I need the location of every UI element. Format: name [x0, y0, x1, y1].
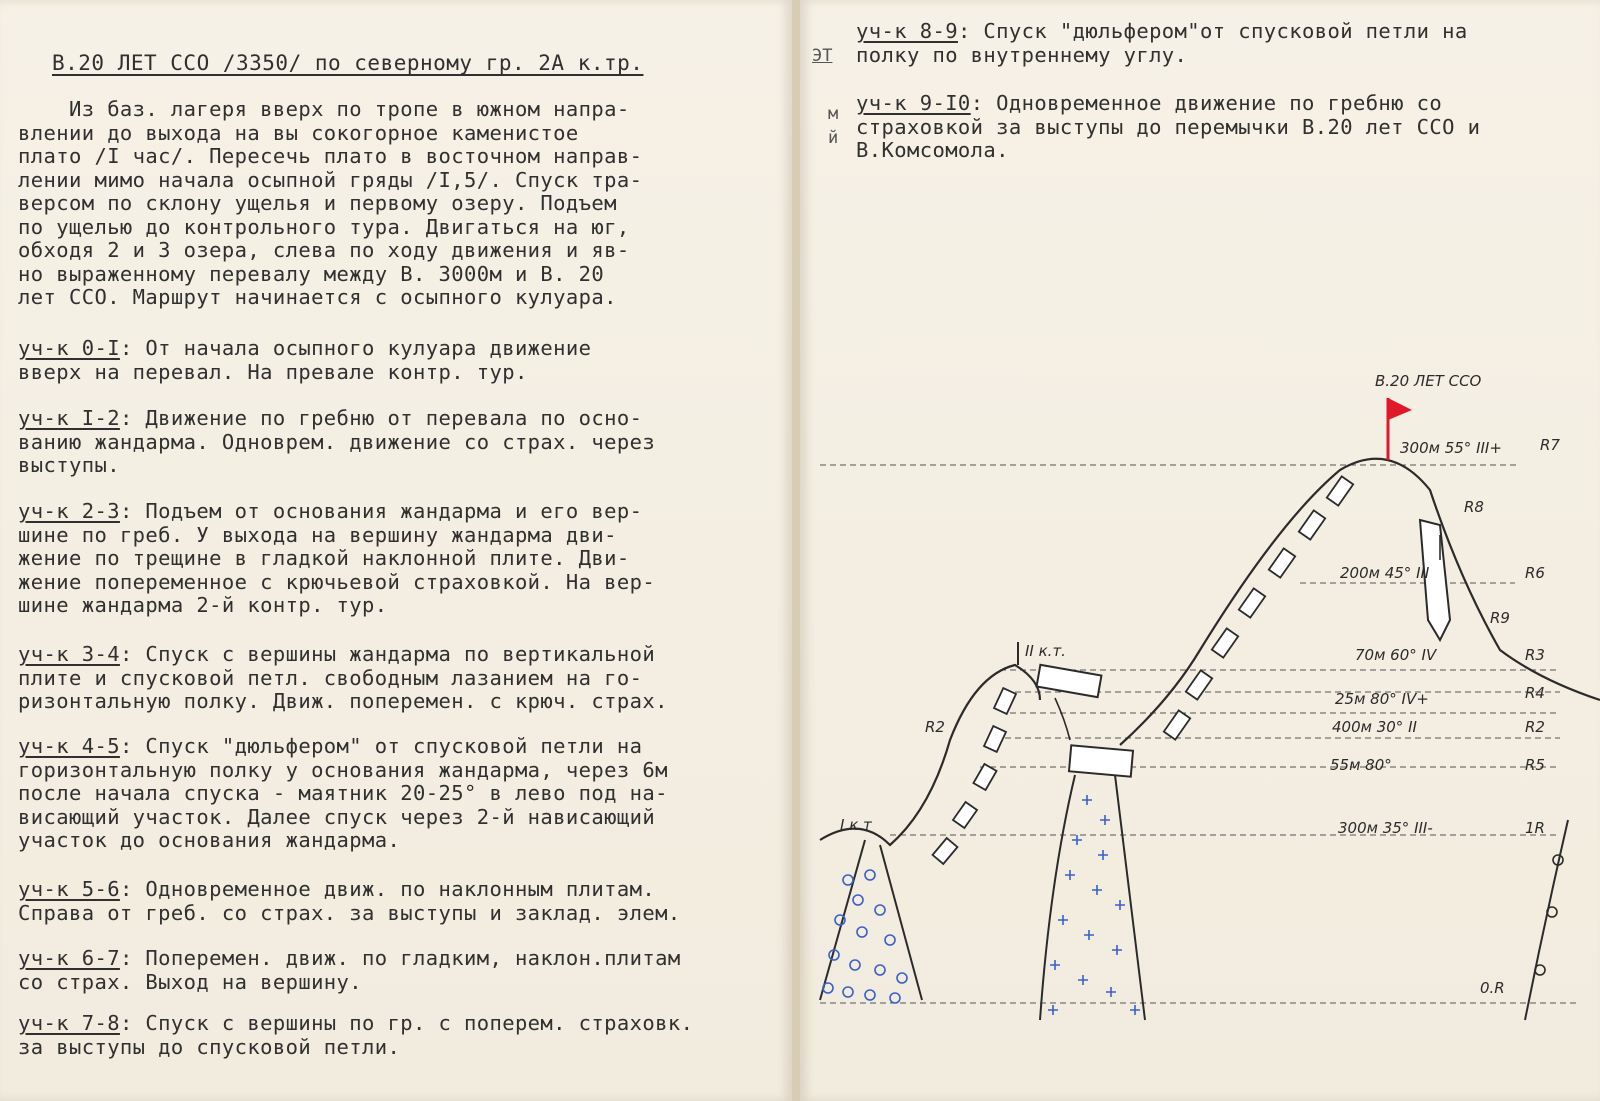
route-diagram: [800, 320, 1600, 1101]
route-step: [1299, 510, 1325, 539]
section-label: уч-к I-2: [18, 406, 120, 430]
snow-cross: [1082, 795, 1092, 805]
section-text: : Подъем от основания жандарма и его вер- шине по греб. У выхода на вершину жандарма дви- жение по трещине в гладкой наклонной плите. Дви- жение попеременное с крючьевой страховкой. На вер- шине жандарма 2-й контр. тур.: [18, 499, 656, 617]
section-7-8: [18, 1012, 788, 1059]
snow-cross: [1084, 930, 1094, 940]
r9-label: R9: [1490, 609, 1510, 627]
binding-gutter: [792, 0, 800, 1101]
scree-dots: [823, 870, 907, 1003]
scree-stone: [853, 895, 863, 905]
section-label: уч-к 2-3: [18, 499, 120, 523]
section-text: : Спуск с вершины жандарма по вертикальной плите и спусковой петл. свободным лазанием на го- ризонтальную полку. Движ. поперемен. с крюч. страх.: [18, 642, 668, 713]
route-step: [953, 802, 977, 828]
scree-stone: [823, 983, 833, 993]
section-text: : Спуск "дюльфером"от спусковой петли на полку по внутреннему углу.: [856, 19, 1468, 67]
route-step: [984, 726, 1006, 752]
section-3-4: [18, 643, 788, 714]
scree-stone: [897, 973, 907, 983]
rappel-line: [1055, 698, 1070, 740]
section-label: уч-к 6-7: [18, 946, 120, 970]
grade-code-1: R6: [1525, 564, 1545, 582]
snow-marks: [1048, 795, 1140, 1015]
tur2-label: II к.т.: [1025, 642, 1066, 660]
gendarme-blocks: [1037, 665, 1133, 777]
route-step: [994, 688, 1016, 714]
route-step: [973, 764, 996, 790]
grade-row-2: 70м 60° IV: [1355, 646, 1437, 664]
scree-stone: [875, 905, 885, 915]
section-label: уч-к 8-9: [856, 19, 958, 43]
snow-cross: [1098, 850, 1108, 860]
scree-stone: [857, 927, 867, 937]
snow-cross: [1065, 870, 1075, 880]
scree-stone: [875, 965, 885, 975]
section-label: уч-к 7-8: [18, 1011, 120, 1035]
route-title: В.20 ЛЕТ ССО /3350/ по северному гр. 2А к.тр.: [52, 51, 644, 75]
ridge-stone: [1535, 965, 1545, 975]
section-label: уч-к 5-6: [18, 877, 120, 901]
section-text: : Одновременное движение по гребню со страховкой за выступы до перемычки В.20 лет ССО и В.Комсомола.: [856, 91, 1481, 162]
ridge-stone: [1547, 907, 1557, 917]
tur1-label: I к.т: [840, 816, 872, 834]
ridge-stones: [1535, 855, 1563, 975]
grade-code-6: 1R: [1525, 819, 1545, 837]
margin-note: м: [828, 104, 839, 124]
snow-cross: [1130, 1005, 1140, 1015]
left-ridge-label: R2: [925, 718, 945, 736]
scree-stone: [843, 875, 853, 885]
route-step: [1212, 628, 1238, 657]
route-step: [1186, 670, 1212, 699]
r8-label: R8: [1464, 498, 1484, 516]
margin-note: й: [828, 128, 839, 148]
snow-cross: [1050, 960, 1060, 970]
section-text: : Поперемен. движ. по гладким, наклон.плитам со страх. Выход на вершину.: [18, 946, 681, 994]
grade-row-0: 300м 55° III+: [1400, 439, 1502, 457]
section-text: : Движение по гребню от перевала по осно- ванию жандарма. Одноврем. движение со страх. через выступы.: [18, 406, 656, 477]
couloir-edge: [1040, 775, 1075, 1020]
route-step: [1327, 476, 1353, 505]
section-1-2: [18, 407, 788, 478]
snow-cross: [1100, 815, 1110, 825]
snow-cross: [1092, 885, 1102, 895]
grade-code-7: 0.R: [1480, 979, 1505, 997]
snow-cross: [1112, 945, 1122, 955]
grade-code-4: R2: [1525, 718, 1545, 736]
scree-stone: [890, 993, 900, 1003]
route-step: [1239, 588, 1265, 617]
summit-flag: [1388, 398, 1412, 420]
snow-cross: [1058, 915, 1068, 925]
scree-stone: [885, 935, 895, 945]
route-step: [1269, 548, 1295, 577]
grade-code-2: R3: [1525, 646, 1545, 664]
section-8-9: [856, 20, 1576, 67]
grade-row-1: 200м 45° III: [1340, 564, 1430, 582]
snow-cross: [1115, 900, 1125, 910]
section-text: : От начала осыпного кулуара движение вверх на перевал. На превале контр. тур.: [18, 336, 592, 384]
snow-cross: [1078, 975, 1088, 985]
scree-stone: [850, 960, 860, 970]
peak-label: В.20 ЛЕТ ССО: [1375, 372, 1482, 390]
grade-row-4: 400м 30° II: [1332, 718, 1417, 736]
scree-stone: [865, 870, 875, 880]
route-intro: Из баз. лагеря вверх по тропе в южном напра- влении до выхода на вы сокогорное каменистое плато /I час/. Пересечь плато в восточном направ- лении мимо начала осыпной гряды /I,5/. Спуск тра- версом по склону ущелья и первому озеру. Подъем по ущелью до контрольного тура. Двигаться на юг, обходя 2 и 3 озера, слева по ходу движения и яв- но выраженному перевалу между В. 3000м и В. 20 лет ССО. Маршрут начинается с осыпного кулуара.: [18, 97, 643, 309]
section-label: уч-к 4-5: [18, 734, 120, 758]
section-2-3: [18, 500, 788, 618]
snow-cross: [1106, 987, 1116, 997]
grade-row-6: 300м 35° III-: [1338, 819, 1433, 837]
snow-cross: [1072, 835, 1082, 845]
section-text: : Спуск "дюльфером" от спусковой петли на горизонтальную полку у основания жандарма, через 6м после начала спуска - маятник 20-25° в лево под на- висающий участок. Далее спуск через 2-й нависающий участок до основания жандарма.: [18, 734, 668, 852]
couloir-edge: [1115, 775, 1145, 1020]
section-label: уч-к 3-4: [18, 642, 120, 666]
margin-note: ЭТ: [812, 46, 833, 66]
section-6-7: [18, 947, 788, 994]
grade-row-3: 25м 80° IV+: [1335, 690, 1429, 708]
section-label: уч-к 0-I: [18, 336, 120, 360]
snow-cross: [1048, 1005, 1058, 1015]
section-9-10: [856, 92, 1576, 163]
route-step: [1164, 710, 1190, 739]
rock-block: [1069, 745, 1133, 776]
section-5-6: [18, 878, 788, 925]
scree-stone: [843, 987, 853, 997]
grade-code-5: R5: [1525, 756, 1545, 774]
scree-stone: [865, 990, 875, 1000]
section-text: : Одновременное движ. по наклонным плитам. Справа от греб. со страх. за выступы и заклад. элем.: [18, 877, 681, 925]
section-label: уч-к 9-I0: [856, 91, 971, 115]
grade-code-0: R7: [1540, 436, 1560, 454]
section-text: : Спуск с вершины по гр. с поперем. страховк. за выступы до спусковой петли.: [18, 1011, 694, 1059]
section-0-1: [18, 337, 788, 384]
scree-edge: [880, 845, 922, 1000]
section-4-5: [18, 735, 788, 853]
route-step: [933, 838, 958, 864]
ridge-base: [1525, 820, 1568, 1020]
grade-row-5: 55м 80°: [1330, 756, 1392, 774]
scree-edge: [820, 840, 865, 1000]
grade-code-3: R4: [1525, 684, 1545, 702]
